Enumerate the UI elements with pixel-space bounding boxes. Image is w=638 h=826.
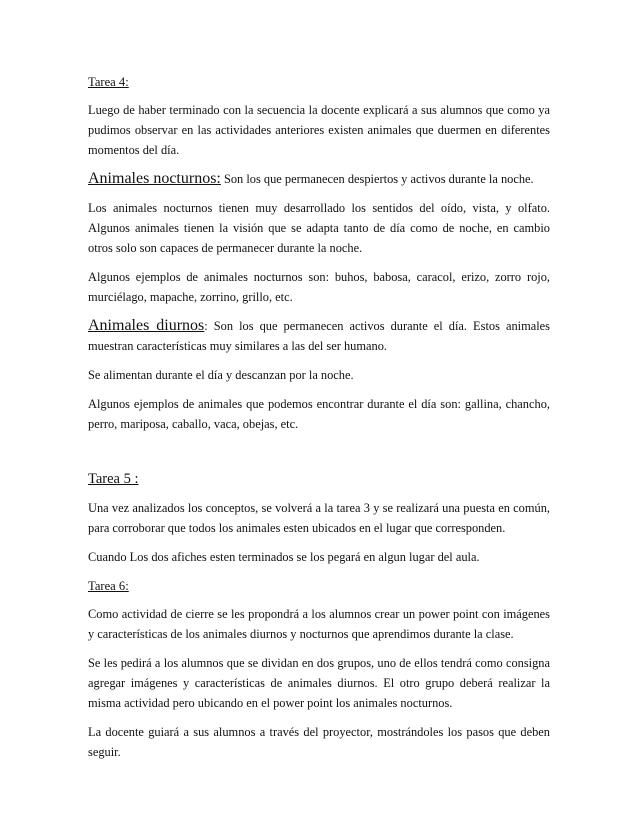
nocturnos-title: Animales nocturnos: xyxy=(88,170,221,187)
diurnos-title: Animales diurnos xyxy=(88,317,205,334)
diurnos-paragraph-1: Se alimentan durante el día y descanzan por la noche. xyxy=(88,368,354,382)
diurnos-definition-paragraph xyxy=(88,316,550,356)
nocturnos-definition: Son los que permanecen despiertos y activos durante la noche. xyxy=(220,172,534,186)
tarea6-paragraph-1: Como actividad de cierre se les propondrá a los alumnos crear un power point con imágenes y características de los animales diurnos y nocturnos que aprendimos durante la clase. xyxy=(88,607,550,641)
nocturnos-paragraph-1: Los animales nocturnos tienen muy desarrollado los sentidos del oído, vista, y olfato. Algunos animales tienen la visión que se adapta tanto de día como de noche, en cambio otros solo son capaces de permanecer durante la noche. xyxy=(88,201,550,255)
tarea5-paragraph-2: Cuando Los dos afiches esten terminados se los pegará en algun lugar del aula. xyxy=(88,550,480,564)
tarea5-paragraph-1: Una vez analizados los conceptos, se volverá a la tarea 3 y se realizará una puesta en común, para corroborar que todos los animales esten ubicados en el lugar que corresponden. xyxy=(88,501,550,535)
tarea6-title: Tarea 6: xyxy=(88,579,129,593)
section-spacer xyxy=(88,443,550,469)
tarea5-title: Tarea 5 : xyxy=(88,471,139,487)
tarea4-intro: Luego de haber terminado con la secuencia la docente explicará a sus alumnos que como ya pudimos observar en las actividades anteriores existen animales que duermen en diferentes momentos del día. xyxy=(88,103,550,157)
nocturnos-definition-paragraph xyxy=(88,169,550,189)
document-page xyxy=(88,72,550,771)
diurnos-definition: : Son los que permanecen activos durante el día. Estos animales muestran características muy similares a las del ser humano. xyxy=(88,319,550,353)
tarea6-paragraph-2: Se les pedirá a los alumnos que se dividan en dos grupos, uno de ellos tendrá como consigna agregar imágenes y características de animales diurnos. El otro grupo deberá realizar la misma actividad pero ubicando en el power point los animales nocturnos. xyxy=(88,656,550,710)
diurnos-paragraph-2: Algunos ejemplos de animales que podemos encontrar durante el día son: gallina, chancho, perro, mariposa, caballo, vaca, obejas, etc. xyxy=(88,397,550,431)
nocturnos-paragraph-2: Algunos ejemplos de animales nocturnos son: buhos, babosa, caracol, erizo, zorro rojo, murciélago, mapache, zorrino, grillo, etc. xyxy=(88,270,550,304)
tarea4-title: Tarea 4: xyxy=(88,75,129,89)
tarea6-paragraph-3: La docente guiará a sus alumnos a través del proyector, mostrándoles los pasos que deben seguir. xyxy=(88,725,550,759)
